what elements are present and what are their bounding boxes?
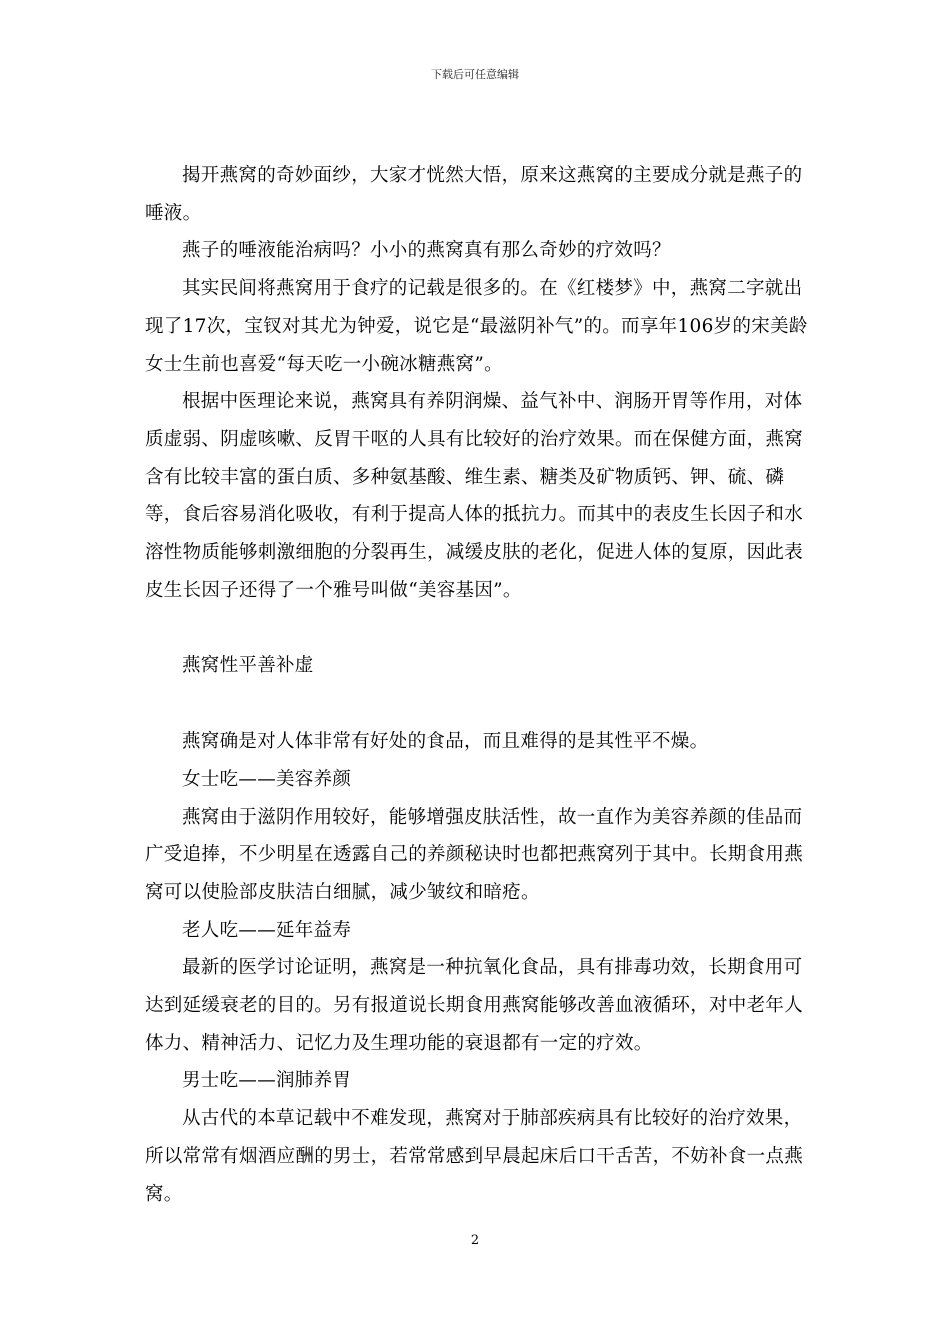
paragraph: 燕窝由于滋阴作用较好，能够增强皮肤活性，故一直作为美容养颜的佳品而广受追捧，不少明星在透露自己的养颜秘诀时也都把燕窝列于其中。长期食用燕窝可以使脸部皮肤洁白细腻，减少皱纹和暗疮。 [145, 806, 804, 903]
paragraph: 根据中医理论来说，燕窝具有养阴润燥、益气补中、润肠开胃等作用，对体质虚弱、阴虚咳嗽、反胃干呕的人具有比较好的治疗效果。而在保健方面，燕窝含有比较丰富的蛋白质、多种氨基酸、维生素、糖类及矿物质钙、钾、硫、磷等，食后容易消化吸收，有利于提高人体的抵抗力。而其中的表皮生长因子和水溶性物质能够刺激细胞的分裂再生，减缓皮肤的老化，促进人体的复原，因此表皮生长因子还得了一个雅号叫做“美容基因”。 [145, 391, 804, 601]
page-header: 下载后可任意编辑 [431, 68, 519, 81]
paragraph: 从古代的本草记载中不难发现，燕窝对于肺部疾病具有比较好的治疗效果，所以常常有烟酒应酬的男士，若常常感到早晨起床后口干舌苦，不妨补食一点燕窝。 [145, 1108, 804, 1205]
subheading: 男士吃——润肺养胃 [182, 1070, 352, 1092]
document-body [145, 157, 810, 1213]
paragraph: 最新的医学讨论证明，燕窝是一种抗氧化食品，具有排毒功效，长期食用可达到延缓衰老的目的。另有报道说长期食用燕窝能够改善血液循环，对中老年人体力、精神活力、记忆力及生理功能的衰退都有一定的疗效。 [145, 957, 804, 1054]
subheading: 老人吃——延年益寿 [182, 919, 352, 941]
spacer [145, 609, 810, 647]
paragraph: 燕窝确是对人体非常有好处的食品，而且难得的是其性平不燥。 [182, 731, 709, 753]
paragraph: 其实民间将燕窝用于食疗的记载是很多的。在《红楼梦》中，燕窝二字就出现了17次，宝钗对其尤为钟爱，说它是“最滋阴补气”的。而享年106岁的宋美龄女士生前也喜爱“每天吃一小碗冰糖燕窝”。 [145, 278, 808, 375]
paragraph: 燕子的唾液能治病吗？小小的燕窝真有那么奇妙的疗效吗？ [182, 240, 671, 262]
spacer [145, 685, 810, 723]
page-number: 2 [470, 1233, 480, 1248]
section-heading: 燕窝性平善补虚 [182, 655, 314, 677]
paragraph: 揭开燕窝的奇妙面纱，大家才恍然大悟，原来这燕窝的主要成分就是燕子的唾液。 [145, 165, 803, 224]
subheading: 女士吃——美容养颜 [182, 768, 352, 790]
